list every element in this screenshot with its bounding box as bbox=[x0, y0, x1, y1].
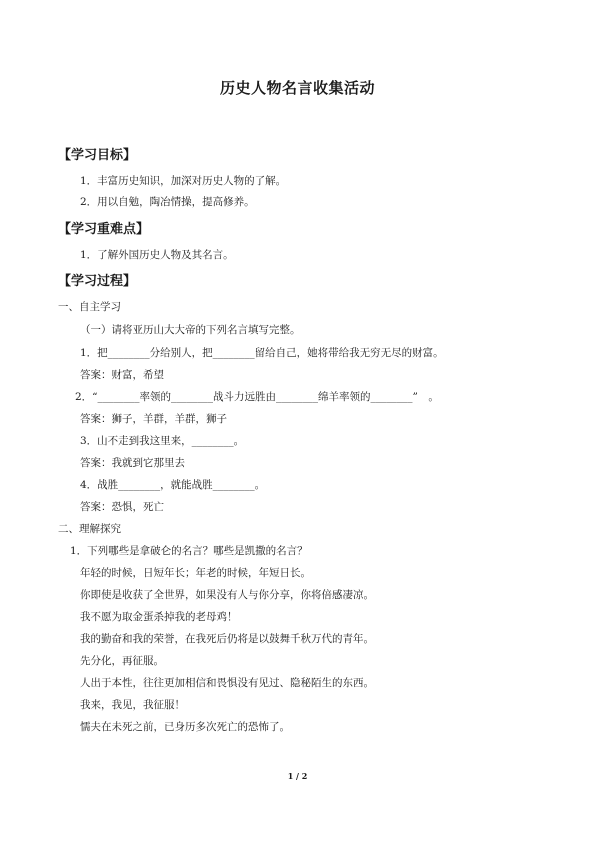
question-3: 3．山不走到我这里来，________。 bbox=[80, 435, 245, 447]
quote-item: 我不愿为取金蛋杀掉我的老母鸡！ bbox=[80, 611, 238, 623]
part1-subheading: （一）请将亚历山大大帝的下列名言填写完整。 bbox=[80, 324, 301, 336]
quote-item: 人出于本性，往往更加相信和畏惧没有见过、隐秘陌生的东西。 bbox=[80, 677, 374, 689]
page-title: 历史人物名言收集活动 bbox=[219, 79, 375, 97]
question-2: 2．“________率领的________战斗力远胜由________绵羊率领的________” 。 bbox=[75, 391, 439, 403]
quote-item: 我的勤奋和我的荣誉，在我死后仍将是以鼓舞千秋万代的青年。 bbox=[80, 633, 374, 645]
key-points-item: 1．了解外国历史人物及其名言。 bbox=[80, 249, 234, 261]
key-points-heading: 【学习重难点】 bbox=[58, 222, 150, 237]
quote-item: 先分化，再征服。 bbox=[80, 655, 164, 667]
part2-question: 1．下列哪些是拿破仑的名言？哪些是凯撒的名言？ bbox=[70, 545, 308, 557]
question-4: 4．战胜________，就能战胜________。 bbox=[80, 479, 266, 491]
question-1: 1．把________分给别人，把________留给自己，她将带给我无穷无尽的财富。 bbox=[80, 347, 444, 359]
quote-item: 懦夫在未死之前，已身历多次死亡的恐怖了。 bbox=[80, 721, 290, 733]
answer-4: 答案：恐惧，死亡 bbox=[80, 501, 164, 513]
quote-item: 我来，我见，我征服！ bbox=[80, 699, 185, 711]
answer-3: 答案：我就到它那里去 bbox=[80, 457, 185, 469]
part2-heading: 二、理解探究 bbox=[58, 523, 121, 535]
quote-item: 年轻的时候，日短年长；年老的时候，年短日长。 bbox=[80, 567, 311, 579]
goals-item: 1．丰富历史知识，加深对历史人物的了解。 bbox=[80, 175, 287, 187]
quote-item: 你即使是收获了全世界，如果没有人与你分享，你将倍感凄凉。 bbox=[80, 589, 374, 601]
process-heading: 【学习过程】 bbox=[58, 274, 137, 289]
answer-2: 答案：狮子，羊群，羊群，狮子 bbox=[80, 413, 227, 425]
goals-item: 2．用以自勉，陶冶情操，提高修养。 bbox=[80, 196, 255, 208]
part1-heading: 一、自主学习 bbox=[58, 301, 121, 313]
answer-1: 答案：财富，希望 bbox=[80, 369, 164, 381]
goals-heading: 【学习目标】 bbox=[58, 148, 137, 163]
page-number: 1 / 2 bbox=[287, 771, 308, 781]
